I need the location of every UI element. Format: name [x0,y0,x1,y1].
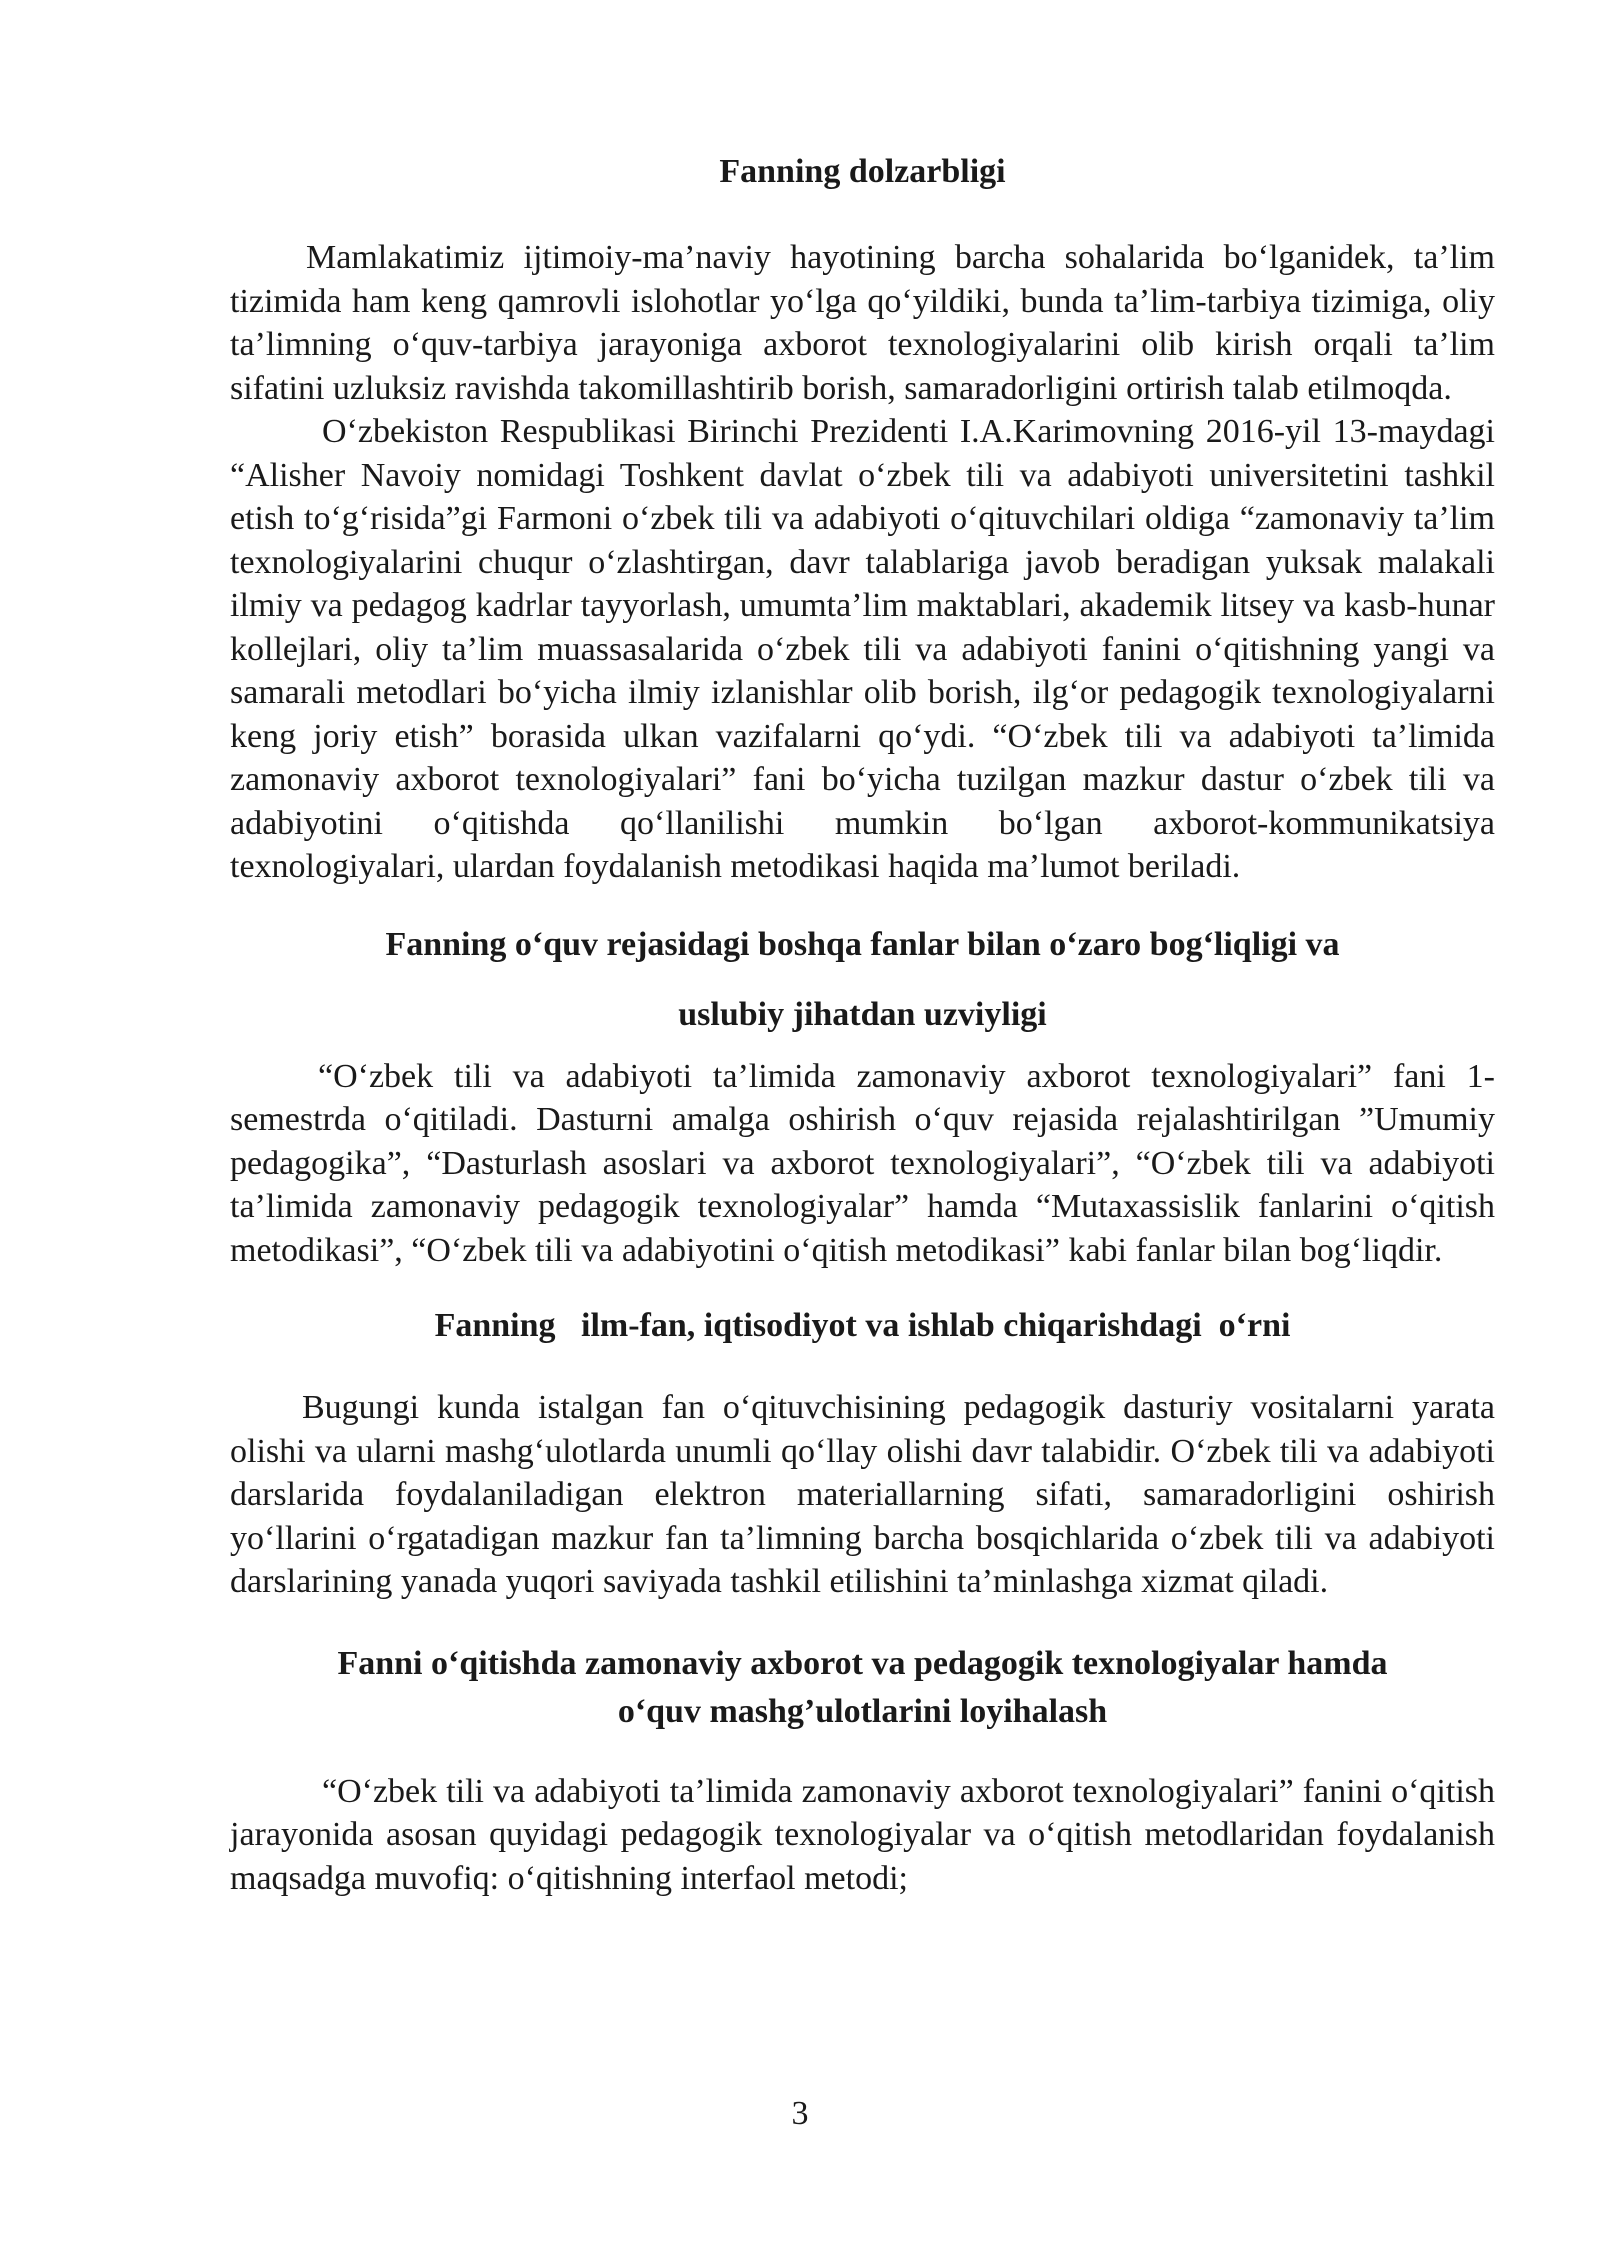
paragraph-relevance-2: O‘zbekiston Respublikasi Birinchi Prezidenti I.A.Karimovning 2016-yil 13-maydagi “Alisher Navoiy nomidagi Toshkent davlat o‘zbek tili va adabiyoti universitetini tashkil etish to‘g‘risida”gi Farmoni o‘zbek tili va adabiyoti o‘qituvchilari oldiga “zamonaviy ta’lim texnologiyalarini chuqur o‘zlashtirgan, davr talablariga javob beradigan yuksak malakali ilmiy va pedagog kadrlar tayyorlash, umumta’lim maktablari, akademik litsey va kasb-hunar kollejlari, oliy ta’lim muassasalarida o‘zbek tili va adabiyoti fanini o‘qitishning yangi va samarali metodlari bo‘yicha ilmiy izlanishlar olib borish, ilg‘or pedagogik texnologiyalarni keng joriy etish” borasida ulkan vazifalarni qo‘ydi. “O‘zbek tili va adabiyoti ta’limida zamonaviy axborot texnologiyalari” fani bo‘yicha tuzilgan mazkur dastur o‘zbek tili va adabiyotini o‘qitishda qo‘llanilishi mumkin bo‘lgan axborot-kommunikatsiya texnologiyalari, ulardan foydalanish metodikasi haqida ma’lumot beriladi. [230,413,1495,885]
paragraph-interdisciplinary: “O‘zbek tili va adabiyoti ta’limida zamonaviy axborot texnologiyalari” fani 1-semestrda o‘qitiladi. Dasturni amalga oshirish o‘quv rejasida rejalashtirilgan ”Umumiy pedagogika”, “Dasturlash asoslari va axborot texnologiyalari”, “O‘zbek tili va adabiyoti ta’limida zamonaviy pedagogik texnologiyalar” hamda “Mutaxassislik fanlarini o‘qitish metodikasi”, “O‘zbek tili va adabiyotini o‘qitish metodikasi” kabi fanlar bilan bog‘liqdir. [230,1057,1495,1269]
section-heading-technologies-line-2: o‘quv mashg’ulotlarini loyihalash [617,1692,1108,1730]
section-heading-interdisciplinary-line-1: Fanning o‘quv rejasidagi boshqa fanlar bilan o‘zaro bog‘liqligi va [385,925,1340,963]
paragraph-technologies: “O‘zbek tili va adabiyoti ta’limida zamonaviy axborot texnologiyalari” fanini o‘qitish jarayonida asosan quyidagi pedagogik texnologiyalar va o‘qitish metodlaridan foydalanish maqsadga muvofiq: o‘qitishning interfaol metodi; [230,1772,1495,1897]
section-heading-relevance: Fanning dolzarbligi [719,153,1006,190]
section-heading-interdisciplinary-line-2: uslubiy jihatdan uzviyligi [678,995,1047,1033]
section-heading-technologies-line-1: Fanni o‘qitishda zamonaviy axborot va pedagogik texnologiyalar hamda [337,1644,1388,1682]
page-number: 3 [791,2095,809,2132]
paragraph-relevance-1: Mamlakatimiz ijtimoiy-ma’naviy hayotining barcha sohalarida bo‘lganidek, ta’lim tizimida ham keng qamrovli islohotlar yo‘lga qo‘yildiki, bunda ta’lim-tarbiya tizimiga, oliy ta’limning o‘quv-tarbiya jarayoniga axborot texnologiyalarini olib kirish orqali ta’lim sifatini uzluksiz ravishda takomillashtirib borish, samaradorligini ortirish talab etilmoqda. [230,239,1495,407]
document-page [230,150,1495,1900]
section-heading-role: Fanning ilm-fan, iqtisodiyot va ishlab chiqarishdagi o‘rni [434,1307,1291,1344]
paragraph-role: Bugungi kunda istalgan fan o‘qituvchisining pedagogik dasturiy vositalarni yarata olishi va ularni mashg‘ulotlarda unumli qo‘llay olishi davr talabidir. O‘zbek tili va adabiyoti darslarida foydalaniladigan elektron materiallarning sifati, samaradorligini oshirish yo‘llarini o‘rgatadigan mazkur fan ta’limning barcha bosqichlarida o‘zbek tili va adabiyoti darslarining yanada yuqori saviyada tashkil etilishini ta’minlashga xizmat qiladi. [230,1389,1495,1600]
